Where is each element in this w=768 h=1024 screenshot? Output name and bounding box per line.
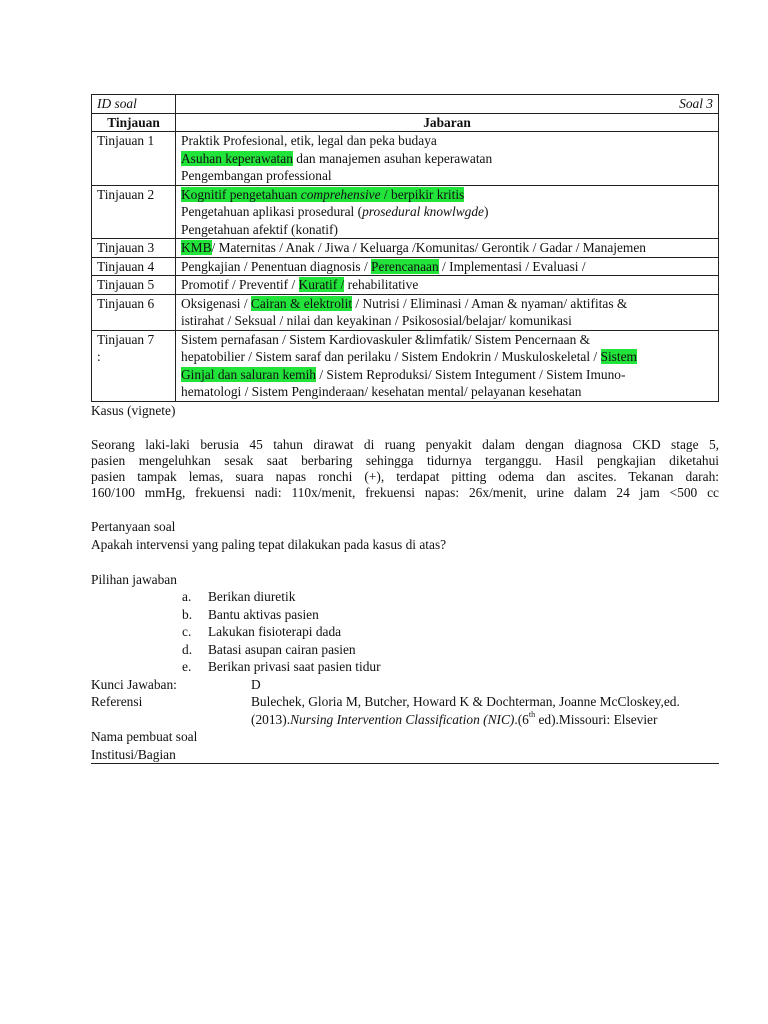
- jabaran-line: Kognitif pengetahuan comprehensive / berpikir kritis: [181, 186, 465, 202]
- kasus-line: Seorang laki-laki berusia 45 tahun dirawat di ruang penyakit dalam dengan diagnosa CKD stage 5,: [91, 436, 719, 452]
- option-b: b. Bantu aktivas pasien: [182, 606, 319, 622]
- jabaran-line: Pengkajian / Penentuan diagnosis / Perencanaan / Implementasi / Evaluasi /: [181, 258, 586, 274]
- jabaran-line: Oksigenasi / Cairan & elektrolit / Nutrisi / Eliminasi / Aman & nyaman/ aktifitas &: [181, 295, 628, 311]
- jabaran-cell: [176, 132, 719, 186]
- tinjauan-label: Tinjauan 7 :: [92, 330, 176, 401]
- jabaran-line: KMB/ Maternitas / Anak / Jiwa / Keluarga /Komunitas/ Gerontik / Gadar / Manajemen: [181, 240, 646, 255]
- tinjauan-row: [92, 330, 719, 401]
- option-a: a. Berikan diuretik: [182, 589, 296, 604]
- jabaran-cell: [176, 185, 719, 239]
- soal-number: Soal 3: [176, 95, 719, 114]
- kasus-line: pasien tampak lemas, suara napas ronchi (+), terdapat pitting odema dan ascites. Tekanan darah:: [91, 468, 719, 484]
- option-e: e. Berikan privasi saat pasien tidur: [182, 659, 381, 674]
- tinjauan-row: [92, 276, 719, 295]
- jabaran-line: Promotif / Preventif / Kuratif / rehabilitative: [181, 277, 419, 292]
- referensi: [91, 693, 719, 711]
- answer-options: [182, 588, 719, 676]
- kasus-line: 160/100 mmHg, frekuensi nadi: 110x/menit, frekuensi napas: 26x/menit, urine dalam 24 jam <500 cc: [91, 484, 719, 500]
- header-jabaran: Jabaran: [176, 113, 719, 132]
- id-row: [92, 95, 719, 114]
- id-soal-label: ID soal: [92, 95, 176, 114]
- referensi-line1: Bulechek, Gloria M, Butcher, Howard K & Dochterman, Joanne McCloskey,ed.: [251, 694, 680, 709]
- jabaran-line: Ginjal dan saluran kemih / Sistem Reproduksi/ Sistem Integument / Sistem Imuno-: [181, 366, 626, 382]
- tinjauan-label: Tinjauan 3: [92, 239, 176, 258]
- jabaran-cell: [176, 294, 719, 330]
- referensi-line2: (2013).Nursing Intervention Classification (NIC).(6th ed).Missouri: Elsevier: [251, 709, 658, 727]
- jabaran-line: Sistem pernafasan / Sistem Kardiovaskuler &limfatik/ Sistem Pencernaan &: [181, 331, 591, 347]
- kunci-label: Kunci Jawaban:: [91, 676, 177, 692]
- tinjauan-label: Tinjauan 4: [92, 257, 176, 276]
- pilihan-title: Pilihan jawaban: [91, 571, 177, 587]
- tinjauan-label: Tinjauan 5: [92, 276, 176, 295]
- kasus-title: Kasus (vignete): [91, 402, 176, 418]
- jabaran-cell: [176, 257, 719, 276]
- kunci-value: D: [251, 676, 261, 692]
- tinjauan-row: [92, 257, 719, 276]
- header-tinjauan: Tinjauan: [92, 113, 176, 132]
- tinjauan-label: Tinjauan 1: [92, 132, 176, 186]
- nama-pembuat-soal: Nama pembuat soal: [91, 729, 198, 744]
- jabaran-line: Pengembangan professional: [181, 168, 332, 183]
- pertanyaan-title: Pertanyaan soal: [91, 519, 176, 534]
- jabaran-cell: [176, 330, 719, 401]
- jabaran-line: Pengetahuan afektif (konatif): [181, 221, 338, 237]
- jabaran-line: Praktik Profesional, etik, legal dan peka budaya: [181, 133, 437, 148]
- question-sheet: [91, 94, 719, 764]
- jabaran-line: hepatobilier / Sistem saraf dan perilaku / Sistem Endokrin / Muskuloskeletal / Sistem: [181, 349, 637, 364]
- pertanyaan-text: Apakah intervensi yang paling tepat dilakukan pada kasus di atas?: [91, 536, 447, 552]
- table-header: [92, 113, 719, 132]
- tinjauan-row: [92, 185, 719, 239]
- jabaran-line: hematologi / Sistem Penginderaan/ kesehatan mental/ pelayanan kesehatan: [181, 384, 582, 399]
- jabaran-line: Asuhan keperawatan dan manajemen asuhan keperawatan: [181, 150, 493, 166]
- jabaran-cell: [176, 239, 719, 258]
- kasus-text: [91, 437, 719, 501]
- tinjauan-row: [92, 239, 719, 258]
- tinjauan-row: [92, 132, 719, 186]
- institusi-bagian: Institusi/Bagian: [91, 746, 719, 765]
- option-c: c. Lakukan fisioterapi dada: [182, 624, 342, 639]
- blueprint-table: [91, 94, 719, 402]
- referensi-label: Referensi: [91, 694, 143, 709]
- jabaran-cell: [176, 276, 719, 295]
- kunci-jawaban: [91, 676, 719, 694]
- kasus-line: pasien mengeluhkan sesak saat berbaring sehingga tidurnya terganggu. Hasil pengkajian diketahui: [91, 452, 719, 468]
- tinjauan-label: Tinjauan 6: [92, 294, 176, 330]
- jabaran-line: Pengetahuan aplikasi prosedural (prosedural knowlwgde): [181, 204, 489, 219]
- tinjauan-label: Tinjauan 2: [92, 185, 176, 239]
- jabaran-line: istirahat / Seksual / nilai dan keyakinan / Psikososial/belajar/ komunikasi: [181, 313, 572, 328]
- option-d: d. Batasi asupan cairan pasien: [182, 641, 356, 657]
- tinjauan-row: [92, 294, 719, 330]
